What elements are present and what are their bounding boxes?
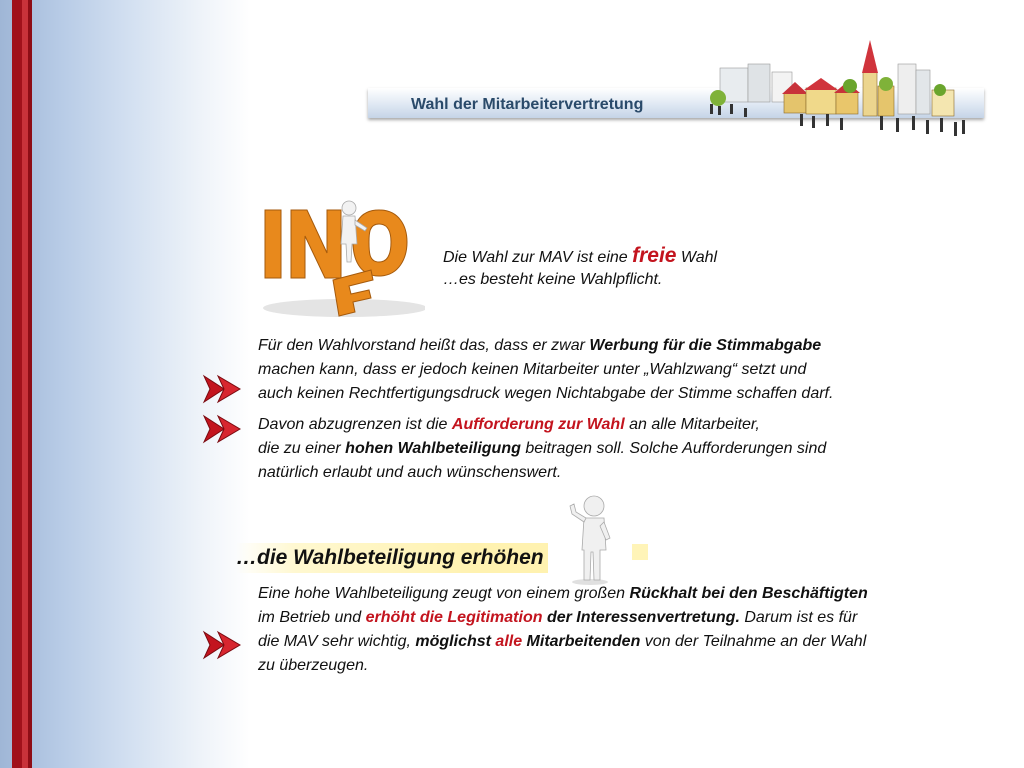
para2-bold: hohen Wahlbeteiligung (345, 440, 521, 457)
para2-line-2 (258, 437, 826, 461)
para3-line-4: zu überzeugen. (258, 657, 369, 674)
para3-red-bold: erhöht die Legitimation (365, 609, 543, 626)
left-red-bar-edge (28, 0, 32, 768)
para3-red-bold: alle (490, 633, 523, 650)
para3-bold-2: Mitarbeitenden (522, 633, 641, 650)
thumbs-up-figure (562, 494, 618, 586)
highlight-block (632, 544, 648, 560)
para3-line-3 (258, 630, 866, 654)
intro-line-2: …es besteht keine Wahlpflicht. (443, 271, 663, 288)
para2-text-end: an alle Mitarbeiter, (624, 416, 760, 433)
para1-line-2: machen kann, dass er jedoch keinen Mitarbeiter unter „Wahlzwang“ setzt und (258, 361, 807, 378)
para3-text: im Betrieb und (258, 609, 366, 626)
para2-red-bold: Aufforderung zur Wahl (451, 416, 625, 433)
para1-line-1 (258, 334, 821, 358)
section-subheading: …die Wahlbeteiligung erhöhen (236, 543, 548, 573)
para1-text: Für den Wahlvorstand heißt das, dass er zwar (258, 337, 590, 354)
para3-text-end: von der Teilnahme an der Wahl (640, 633, 867, 650)
para3-bold: möglichst (415, 633, 491, 650)
para2-text: Davon abzugrenzen ist die (258, 416, 452, 433)
para2-line-3: natürlich erlaubt und auch wünschenswert. (258, 464, 562, 481)
para3-bold: der Interessenvertretung. (542, 609, 740, 626)
intro-text-end: Wahl (676, 249, 718, 266)
para2-text-end: beitragen soll. Solche Aufforderungen sind (520, 440, 827, 457)
info-3d-graphic (255, 198, 425, 323)
para3-line-2 (258, 606, 857, 630)
para1-bold: Werbung für die Stimmabgabe (589, 337, 822, 354)
para1-line-3: auch keinen Rechtfertigungsdruck wegen Nichtabgabe der Stimme schaffen darf. (258, 385, 834, 402)
double-chevron-right-icon (202, 374, 244, 404)
para2-text: die zu einer (258, 440, 346, 457)
para3-text: Eine hohe Wahlbeteiligung zeugt von einem großen (258, 585, 630, 602)
double-chevron-right-icon (202, 630, 244, 660)
left-red-bar (12, 0, 22, 768)
para2-line-1 (258, 413, 760, 437)
intro-line-1 (443, 243, 717, 271)
double-chevron-right-icon (202, 414, 244, 444)
town-illustration (700, 38, 1000, 146)
para3-bold: Rückhalt bei den Beschäftigten (629, 585, 868, 602)
para3-text-end: Darum ist es für (739, 609, 858, 626)
freie-highlight: freie (632, 244, 677, 267)
intro-text: Die Wahl zur MAV ist eine (443, 249, 633, 266)
para3-text: die MAV sehr wichtig, (258, 633, 416, 650)
page-title: Wahl der Mitarbeitervertretung (411, 96, 644, 113)
para3-line-1 (258, 582, 868, 606)
